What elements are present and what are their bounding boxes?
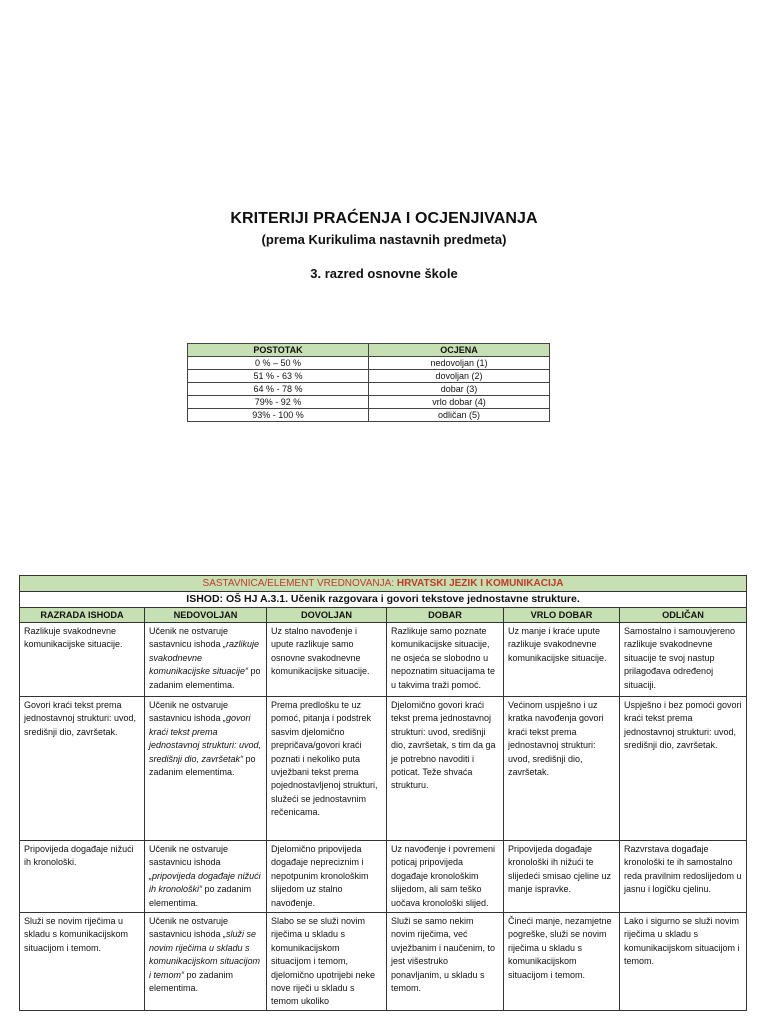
cell-text: po zadanim elementima. xyxy=(149,666,261,690)
grade-cell: odličan (5) xyxy=(369,409,550,422)
grade-cell: nedovoljan (1) xyxy=(369,357,550,370)
cell-text: Učenik ne ostvaruje sastavnicu ishoda xyxy=(149,916,229,940)
page-title: KRITERIJI PRAĆENJA I OCJENJIVANJA xyxy=(230,210,538,227)
nedovoljan-cell xyxy=(145,623,267,697)
table-row xyxy=(188,370,550,383)
grade-cell: dovoljan (2) xyxy=(369,370,550,383)
table-header-row xyxy=(20,608,747,623)
vrlo-dobar-cell: Uz manje i kraće upute razlikuje svakodnevne komunikacijske situacije. xyxy=(504,623,620,697)
ishod-cell: ISHOD: OŠ HJ A.3.1. Učenik razgovara i govori tekstove jednostavne strukture. xyxy=(20,592,747,608)
column-header: OCJENA xyxy=(369,344,550,357)
rubric-table xyxy=(19,575,747,1011)
percentage-cell: 51 % - 63 % xyxy=(188,370,369,383)
quoted-outcome: „govori kraći tekst prema jednostavnoj strukturi: uvod, središnji dio, završetak“ xyxy=(149,713,262,764)
table-row xyxy=(20,913,747,1011)
dobar-cell: Djelomično govori kraći tekst prema jednostavnoj strukturi: uvod, središnji dio, završetak, s tim da ga je potrebno navoditi i poticat. Teže shvaća strukturu. xyxy=(387,697,504,841)
band-prefix: SASTAVNICA/ELEMENT VREDNOVANJA: xyxy=(202,578,395,589)
band-row xyxy=(20,576,747,592)
page-subtitle: (prema Kurikulima nastavnih predmeta) xyxy=(261,232,507,247)
dovoljan-cell: Slabo se se služi novim riječima u skladu s komunikacijskom situacijom i temom, djelomično upotrijebi neke nove riječi u skladu s temom ukoliko xyxy=(267,913,387,1011)
table-row xyxy=(188,383,550,396)
razrada-cell: Razlikuje svakodnevne komunikacijske situacije. xyxy=(20,623,145,697)
table-row xyxy=(188,396,550,409)
column-header: VRLO DOBAR xyxy=(504,608,620,623)
percentage-cell: 79% - 92 % xyxy=(188,396,369,409)
dobar-cell: Služi se samo nekim novim riječima, već uvježbanim i naučenim, to jest višestruko ponavljanim, u skladu s temom. xyxy=(387,913,504,1011)
table-header-row xyxy=(188,344,550,357)
grade-level: 3. razred osnovne škole xyxy=(310,266,458,281)
percentage-cell: 0 % – 50 % xyxy=(188,357,369,370)
grade-cell: vrlo dobar (4) xyxy=(369,396,550,409)
nedovoljan-cell xyxy=(145,697,267,841)
odlican-cell: Samostalno i samouvjereno razlikuje svakodnevne situacije te svoj nastup prilagođava određenoj situaciji. xyxy=(620,623,747,697)
dovoljan-cell: Uz stalno navođenje i upute razlikuje samo osnovne svakodnevne komunikacijske situacije. xyxy=(267,623,387,697)
vrlo-dobar-cell: Pripovijeda događaje kronološki ih nižući te slijedeći smisao cjeline uz manje ispravke. xyxy=(504,841,620,913)
odlican-cell: Razvrstava događaje kronološki te ih samostalno reda pravilnim redoslijedom u jasnu i logičku cjelinu. xyxy=(620,841,747,913)
cell-text: Učenik ne ostvaruje sastavnicu ishoda xyxy=(149,626,229,650)
table-row xyxy=(20,697,747,841)
table-row xyxy=(188,409,550,422)
table-row xyxy=(188,357,550,370)
ishod-row xyxy=(20,592,747,608)
razrada-cell: Služi se novim riječima u skladu s komunikacijskom situacijom i temom. xyxy=(20,913,145,1011)
column-header: POSTOTAK xyxy=(188,344,369,357)
vrlo-dobar-cell: Većinom uspješno i uz kratka navođenja govori kraći tekst prema jednostavnoj strukturi: uvod, središnji dio, završetak. xyxy=(504,697,620,841)
column-header: ODLIČAN xyxy=(620,608,747,623)
vrlo-dobar-cell: Čineći manje, nezamjetne pogreške, služi se novim riječima u skladu s komunikacijskom situacijom i temom. xyxy=(504,913,620,1011)
quoted-outcome: „pripovijeda događaje nižući ih kronološki“ xyxy=(149,870,261,895)
column-header: DOVOLJAN xyxy=(267,608,387,623)
grade-cell: dobar (3) xyxy=(369,383,550,396)
quoted-outcome: „služi se novim riječima u skladu s komunikacijskom situacijom i temom“ xyxy=(149,929,261,980)
razrada-cell: Pripovijeda događaje nižući ih kronološki. xyxy=(20,841,145,913)
cell-text: Učenik ne ostvaruje sastavnicu ishoda xyxy=(149,844,229,868)
table-row xyxy=(20,623,747,697)
column-header: NEDOVOLJAN xyxy=(145,608,267,623)
page-header xyxy=(0,210,768,281)
odlican-cell: Lako i sigurno se služi novim riječima u skladu s komunikacijskom situacijom i temom. xyxy=(620,913,747,1011)
cell-text: po zadanim elementima. xyxy=(149,884,252,908)
percentage-cell: 93% - 100 % xyxy=(188,409,369,422)
quoted-outcome: „razlikuje svakodnevne komunikacijske situacije“ xyxy=(149,639,260,677)
odlican-cell: Uspješno i bez pomoći govori kraći tekst prema jednostavnoj strukturi: uvod, središnji dio, završetak. xyxy=(620,697,747,841)
dobar-cell: Uz navođenje i povremeni poticaj pripovijeda događaje kronološkim slijedom, ali sam teško uočava kronološki slijed. xyxy=(387,841,504,913)
table-row xyxy=(20,841,747,913)
dovoljan-cell: Prema predlošku te uz pomoć, pitanja i podstrek sasvim djelomično prepričava/govori kraći poznati i nekoliko puta uvježbani tekst prema pojednostavljenoj strukturi, služeći se jednostavnim rečenicama. xyxy=(267,697,387,841)
band-value: HRVATSKI JEZIK I KOMUNIKACIJA xyxy=(396,578,564,589)
band-cell xyxy=(20,576,747,592)
nedovoljan-cell xyxy=(145,913,267,1011)
cell-text: po zadanim elementima. xyxy=(149,753,256,778)
grading-scale-table xyxy=(187,343,550,422)
nedovoljan-cell xyxy=(145,841,267,913)
dobar-cell: Razlikuje samo poznate komunikacijske situacije, ne osjeća se slobodno u nepoznatim situacijama te u takvima traži pomoć. xyxy=(387,623,504,697)
cell-text: Učenik ne ostvaruje sastavnicu ishoda xyxy=(149,700,229,724)
cell-text: po zadanim elementima. xyxy=(149,969,234,994)
column-header: DOBAR xyxy=(387,608,504,623)
razrada-cell: Govori kraći tekst prema jednostavnoj strukturi: uvod, središnji dio, završetak. xyxy=(20,697,145,841)
column-header: RAZRADA ISHODA xyxy=(20,608,145,623)
dovoljan-cell: Djelomično pripovijeda događaje nepreciznim i nepotpunim kronološkim slijedom uz stalno navođenje. xyxy=(267,841,387,913)
percentage-cell: 64 % - 78 % xyxy=(188,383,369,396)
